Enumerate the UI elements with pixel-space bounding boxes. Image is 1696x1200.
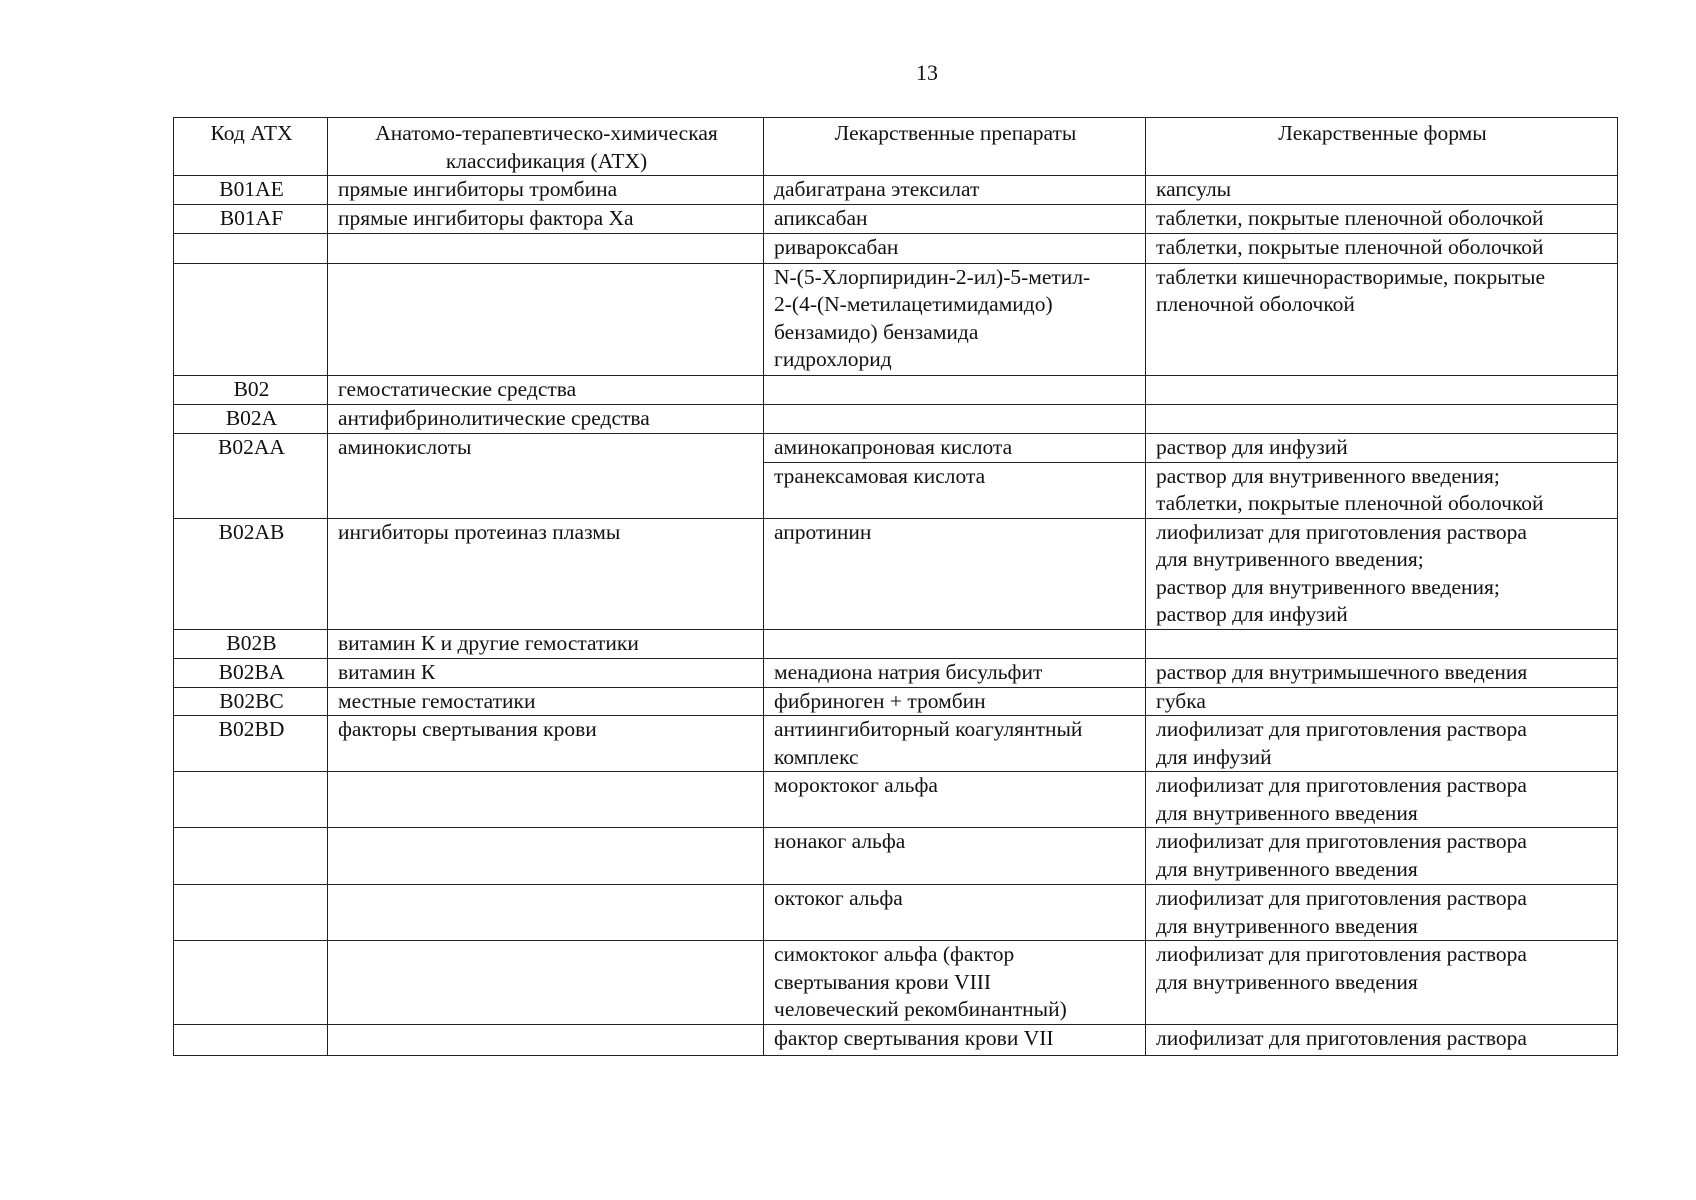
cell-class: [328, 233, 764, 263]
cell-code: B02AA: [174, 433, 328, 518]
cell-drug: фибриноген + тромбин: [764, 687, 1146, 716]
cell-class: местные гемостатики: [328, 687, 764, 716]
cell-drug: дабигатрана этексилат: [764, 176, 1146, 205]
table-row: [174, 828, 1618, 885]
table-row: [174, 404, 1618, 433]
cell-code: B02: [174, 375, 328, 404]
cell-drug: апротинин: [764, 518, 1146, 629]
header-atx-classification: Анатомо-терапевтическо-химическая классификация (АТХ): [328, 118, 764, 176]
cell-form: раствор для инфузий: [1146, 433, 1618, 462]
table-row: [174, 375, 1618, 404]
cell-code: B02BC: [174, 687, 328, 716]
cell-class: антифибринолитические средства: [328, 404, 764, 433]
cell-form: [1146, 404, 1618, 433]
cell-class: гемостатические средства: [328, 375, 764, 404]
table-row: [174, 518, 1618, 629]
table-header-row: [174, 118, 1618, 176]
table-row: [174, 885, 1618, 941]
cell-code: B02AB: [174, 518, 328, 629]
cell-drug: N-(5-Хлорпиридин-2-ил)-5-метил- 2-(4-(N-метилацетимидамидо) бензамидо) бензамида гидрохлорид: [764, 263, 1146, 375]
cell-class: факторы свертывания крови: [328, 716, 764, 772]
cell-class: аминокислоты: [328, 433, 764, 518]
cell-form: таблетки, покрытые пленочной оболочкой: [1146, 204, 1618, 233]
cell-class: [328, 263, 764, 375]
cell-drug: мороктоког альфа: [764, 772, 1146, 828]
cell-form: раствор для внутримышечного введения: [1146, 658, 1618, 687]
cell-drug: нонаког альфа: [764, 828, 1146, 885]
cell-form: губка: [1146, 687, 1618, 716]
cell-code: B02B: [174, 629, 328, 658]
cell-drug: апиксабан: [764, 204, 1146, 233]
cell-form: лиофилизат для приготовления раствора: [1146, 1024, 1618, 1055]
cell-class: прямые ингибиторы фактора Xa: [328, 204, 764, 233]
table-row: [174, 941, 1618, 1025]
header-dosage-forms: Лекарственные формы: [1146, 118, 1618, 176]
cell-form: лиофилизат для приготовления раствора для внутривенного введения; раствор для внутривенного введения; раствор для инфузий: [1146, 518, 1618, 629]
cell-code: [174, 941, 328, 1025]
cell-drug: фактор свертывания крови VII: [764, 1024, 1146, 1055]
cell-form: раствор для внутривенного введения; таблетки, покрытые пленочной оболочкой: [1146, 462, 1618, 518]
cell-class: витамин К и другие гемостатики: [328, 629, 764, 658]
table-row: [174, 176, 1618, 205]
table-row: [174, 629, 1618, 658]
cell-code: B02BD: [174, 716, 328, 772]
cell-form: таблетки кишечнорастворимые, покрытые пленочной оболочкой: [1146, 263, 1618, 375]
cell-drug: транексамовая кислота: [764, 462, 1146, 518]
cell-form: капсулы: [1146, 176, 1618, 205]
cell-drug: аминокапроновая кислота: [764, 433, 1146, 462]
cell-class: витамин К: [328, 658, 764, 687]
cell-form: лиофилизат для приготовления раствора для внутривенного введения: [1146, 828, 1618, 885]
cell-code: B02A: [174, 404, 328, 433]
cell-form: таблетки, покрытые пленочной оболочкой: [1146, 233, 1618, 263]
header-drugs: Лекарственные препараты: [764, 118, 1146, 176]
cell-drug: [764, 404, 1146, 433]
cell-code: [174, 772, 328, 828]
table-row: [174, 233, 1618, 263]
cell-class: [328, 1024, 764, 1055]
table-row: [174, 687, 1618, 716]
cell-drug: октоког альфа: [764, 885, 1146, 941]
cell-code: [174, 263, 328, 375]
cell-drug: ривароксабан: [764, 233, 1146, 263]
cell-code: B02BA: [174, 658, 328, 687]
cell-form: лиофилизат для приготовления раствора для внутривенного введения: [1146, 772, 1618, 828]
cell-code: [174, 233, 328, 263]
cell-drug: симоктоког альфа (фактор свертывания крови VIII человеческий рекомбинантный): [764, 941, 1146, 1025]
table-row: [174, 1024, 1618, 1055]
atx-drug-table: [173, 117, 1618, 1056]
cell-drug: [764, 629, 1146, 658]
table-row: [174, 263, 1618, 375]
page-number: 13: [916, 60, 938, 85]
cell-class: [328, 828, 764, 885]
table-row: [174, 204, 1618, 233]
cell-form: лиофилизат для приготовления раствора для инфузий: [1146, 716, 1618, 772]
cell-code: [174, 828, 328, 885]
cell-class: [328, 772, 764, 828]
cell-code: [174, 885, 328, 941]
cell-class: [328, 941, 764, 1025]
cell-class: прямые ингибиторы тромбина: [328, 176, 764, 205]
cell-form: [1146, 629, 1618, 658]
table-row: [174, 433, 1618, 462]
table-row: [174, 658, 1618, 687]
cell-code: B01AF: [174, 204, 328, 233]
cell-drug: антиингибиторный коагулянтный комплекс: [764, 716, 1146, 772]
table-row: [174, 772, 1618, 828]
header-atx-code: Код АТХ: [174, 118, 328, 176]
cell-form: лиофилизат для приготовления раствора для внутривенного введения: [1146, 885, 1618, 941]
table-body: [174, 176, 1618, 1056]
cell-drug: менадиона натрия бисульфит: [764, 658, 1146, 687]
cell-form: [1146, 375, 1618, 404]
cell-code: [174, 1024, 328, 1055]
cell-form: лиофилизат для приготовления раствора для внутривенного введения: [1146, 941, 1618, 1025]
cell-code: B01AE: [174, 176, 328, 205]
cell-class: [328, 885, 764, 941]
table-row: [174, 716, 1618, 772]
cell-drug: [764, 375, 1146, 404]
cell-class: ингибиторы протеиназ плазмы: [328, 518, 764, 629]
